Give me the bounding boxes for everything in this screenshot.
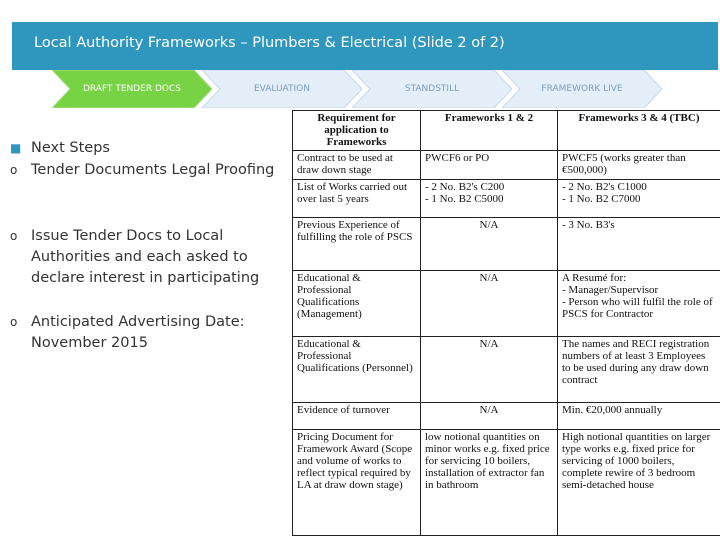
table-cell: Pricing Document for Framework Award (Scope and volume of works to reflect typical required by LA at draw down stage) — [293, 429, 421, 535]
table-cell: N/A — [421, 403, 558, 430]
table-cell: - 2 No. B2's C1000 - 1 No. B2 C7000 — [558, 179, 720, 217]
circle-bullet-icon: o — [10, 229, 18, 243]
table-header: Frameworks 1 & 2 — [421, 111, 558, 151]
table-cell: N/A — [421, 217, 558, 270]
table-cell: Educational & Professional Qualifications (Personnel) — [293, 337, 421, 403]
table-cell: The names and RECI registration numbers of at least 3 Employees to be used during any draw down contract — [558, 337, 720, 403]
circle-bullet-icon: o — [10, 315, 18, 329]
table-cell: Previous Experience of fulfilling the role of PSCS — [293, 217, 421, 270]
title-bar — [12, 22, 718, 70]
table-cell: Contract to be used at draw down stage — [293, 151, 421, 180]
table-cell: N/A — [421, 271, 558, 337]
chevron-framework-live — [502, 70, 662, 108]
table-cell: List of Works carried out over last 5 years — [293, 179, 421, 217]
table-row — [293, 217, 720, 270]
table-header: Requirement for application to Frameworks — [293, 111, 421, 151]
table-cell: - 3 No. B3's — [558, 217, 720, 270]
circle-bullet-icon: o — [10, 163, 18, 177]
table-cell: PWCF6 or PO — [421, 151, 558, 180]
table-cell: N/A — [421, 337, 558, 403]
table-cell: High notional quantities on larger type works e.g. fixed price for servicing of 1000 boilers, complete rewire of 3 bedroom semi-detached house — [558, 429, 720, 535]
requirements-table — [292, 110, 720, 536]
requirements-table-image — [292, 110, 720, 536]
table-cell: Educational & Professional Qualifications (Management) — [293, 271, 421, 337]
table-cell: PWCF5 (works greater than €500,000) — [558, 151, 720, 180]
table-row — [293, 337, 720, 403]
table-cell: low notional quantities on minor works e.g. fixed price for servicing 10 boilers, installation of extractor fan in bathroom — [421, 429, 558, 535]
square-bullet-icon: ■ — [10, 141, 22, 155]
table-body — [293, 151, 720, 536]
table-cell: Min. €20,000 annually — [558, 403, 720, 430]
table-row — [293, 271, 720, 337]
table-row — [293, 179, 720, 217]
table-cell: A Resumé for: - Manager/Supervisor - Person who will fulfil the role of PSCS for Contractor — [558, 271, 720, 337]
chevron-label: DRAFT TENDER DOCS — [82, 84, 181, 94]
chevron-label: EVALUATION — [253, 84, 310, 94]
chevron-evaluation — [202, 70, 362, 108]
chevron-standstill — [352, 70, 512, 108]
table-row — [293, 151, 720, 180]
table-row — [293, 429, 720, 535]
table-row — [293, 403, 720, 430]
slide-title: Local Authority Frameworks – Plumbers & Electrical (Slide 2 of 2) — [34, 35, 505, 51]
chevron-draft-tender-docs — [52, 70, 212, 108]
chevron-label: FRAMEWORK LIVE — [541, 84, 623, 94]
table-header: Frameworks 3 & 4 (TBC) — [558, 111, 720, 151]
table-cell: - 2 No. B2's C200 - 1 No. B2 C5000 — [421, 179, 558, 217]
table-cell: Evidence of turnover — [293, 403, 421, 430]
process-chevrons — [52, 70, 672, 110]
chevron-label: STANDSTILL — [404, 84, 460, 94]
